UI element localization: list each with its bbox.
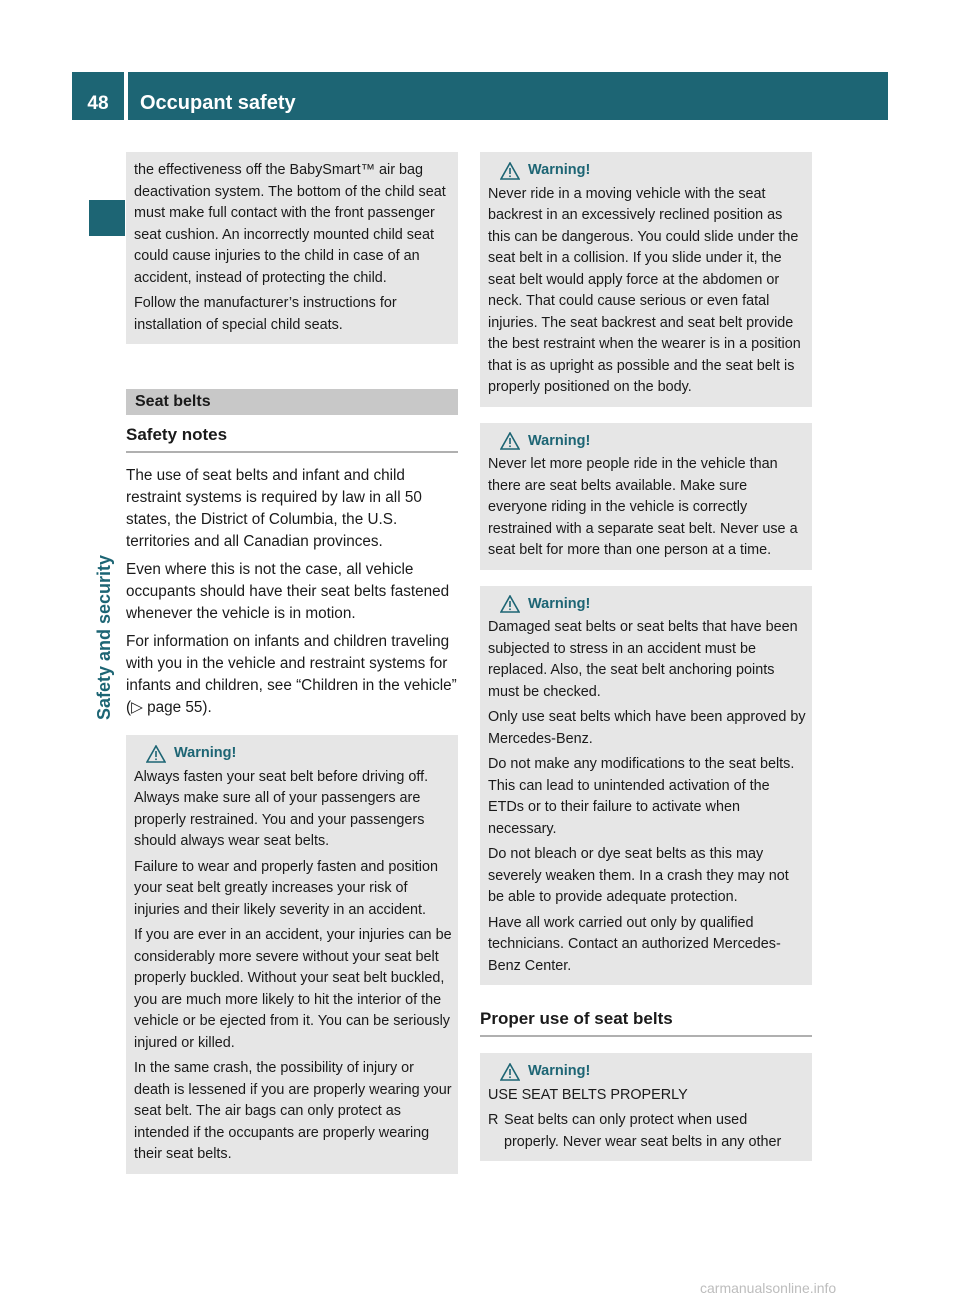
- warning-paragraph: Failure to wear and properly fasten and position your seat belt greatly increases your risk of injuries and their likely severity in an accident.: [134, 858, 438, 918]
- warning-paragraph: If you are ever in an accident, your injuries can be considerably more severe without your seat belt properly buckled. Without your seat belt buckled, you are much more likely to hit the interior of the vehicle or be ejected from it. You can be seriously injured or killed.: [134, 927, 452, 1051]
- warning-triangle-icon: [146, 745, 166, 763]
- warning-header: [134, 743, 452, 765]
- side-tab-marker: [89, 200, 125, 236]
- warning-box: [480, 1053, 812, 1161]
- warning-triangle-icon: [500, 1063, 520, 1081]
- intro-paragraph-1: the effectiveness off the BabySmart™ air bag deactivation system. The bottom of the child seat must make full contact with the front passenger seat cushion. An incorrectly mounted child seat could cause injuries to the child in case of an accident, instead of protecting the child.: [134, 162, 446, 286]
- side-tab: [94, 460, 114, 720]
- warning-box: [480, 423, 812, 570]
- watermark: carmanualsonline.info: [700, 1280, 837, 1296]
- warning-box: [480, 586, 812, 986]
- warning-paragraph: Never let more people ride in the vehicle than there are seat belts available. Make sure everyone riding in the vehicle is correctly restrained with a separate seat belt. Never use a seat belt for more than one person at a time.: [488, 456, 798, 558]
- warning-paragraph: Have all work carried out only by qualified technicians. Contact an authorized Mercedes-Benz Center.: [488, 914, 781, 974]
- intro-paragraph-2: Follow the manufacturer’s instructions for installation of special child seats.: [134, 295, 397, 333]
- warning-header: [488, 431, 806, 453]
- warning-header: [488, 160, 806, 182]
- section-title: Seat belts: [126, 389, 458, 415]
- warning-triangle-icon: [500, 432, 520, 450]
- bullet-text: Seat belts can only protect when used properly. Never wear seat belts in any other: [504, 1112, 782, 1150]
- body-paragraph: The use of seat belts and infant and child restraint systems is required by law in all 50 states, the District of Columbia, the U.S. territories and all Canadian provinces.: [126, 467, 422, 550]
- warning-paragraph: Only use seat belts which have been approved by Mercedes-Benz.: [488, 709, 806, 747]
- side-tab-label: Safety and security: [94, 554, 114, 720]
- warning-paragraph: Damaged seat belts or seat belts that have been subjected to stress in an accident must be replaced. Also, the seat belt anchoring points must be checked.: [488, 619, 798, 700]
- body-paragraph: Even where this is not the case, all vehicle occupants should have their seat belts fastened whenever the vehicle is in motion.: [126, 561, 450, 622]
- warning-box: [126, 735, 458, 1174]
- warning-triangle-icon: [500, 162, 520, 180]
- warning-paragraph: Do not make any modifications to the seat belts. This can lead to unintended activation of the ETDs or to their failure to activate when necessary.: [488, 756, 795, 837]
- bullet-item: [488, 1110, 806, 1153]
- warning-header: [488, 1061, 806, 1083]
- warning-header: [488, 594, 806, 616]
- intro-box: [126, 152, 458, 344]
- right-column: [480, 152, 812, 1161]
- warning-paragraph: USE SEAT BELTS PROPERLY: [488, 1086, 688, 1103]
- left-column: [126, 152, 458, 1174]
- header-divider: [124, 72, 128, 120]
- page-number: 48: [87, 93, 109, 114]
- warning-paragraph: Do not bleach or dye seat belts as this may severely weaken them. In a crash they may not be able to provide adequate protection.: [488, 846, 789, 905]
- body-paragraph: For information on infants and children traveling with you in the vehicle and restraint systems for infants and children, see “Children in the vehicle” (▷ page 55).: [126, 633, 457, 716]
- warning-paragraph: In the same crash, the possibility of injury or death is lessened if you are properly wearing your seat belt. The air bags can only protect as intended if the occupants are properly wearing their seat belts.: [134, 1060, 452, 1162]
- subsection-title-proper-use: Proper use of seat belts: [480, 999, 812, 1037]
- warning-title: Warning!: [174, 745, 237, 761]
- warning-paragraph: Always fasten your seat belt before driving off. Always make sure all of your passengers are properly restrained. You and your passengers should always wear seat belts.: [134, 768, 429, 849]
- warning-title: Warning!: [528, 1063, 591, 1079]
- warning-paragraph: Never ride in a moving vehicle with the seat backrest in an excessively reclined position as this can be dangerous. You could slide under the seat belt in a collision. If you slide under it, the seat belt would apply force at the abdomen or neck. That could cause serious or even fatal injuries. The seat backrest and seat belt provide the best restraint when the wearer is in a position that is as upright as possible and the seat belt is properly positioned on the body.: [488, 185, 801, 395]
- warning-title: Warning!: [528, 162, 591, 178]
- warning-triangle-icon: [500, 595, 520, 613]
- warning-title: Warning!: [528, 432, 591, 449]
- warning-title: Warning!: [528, 595, 591, 612]
- bullet-mark: R: [488, 1112, 499, 1128]
- page-title: Occupant safety: [140, 92, 296, 114]
- warning-box: [480, 152, 812, 407]
- subsection-title-safety-notes: Safety notes: [126, 415, 458, 453]
